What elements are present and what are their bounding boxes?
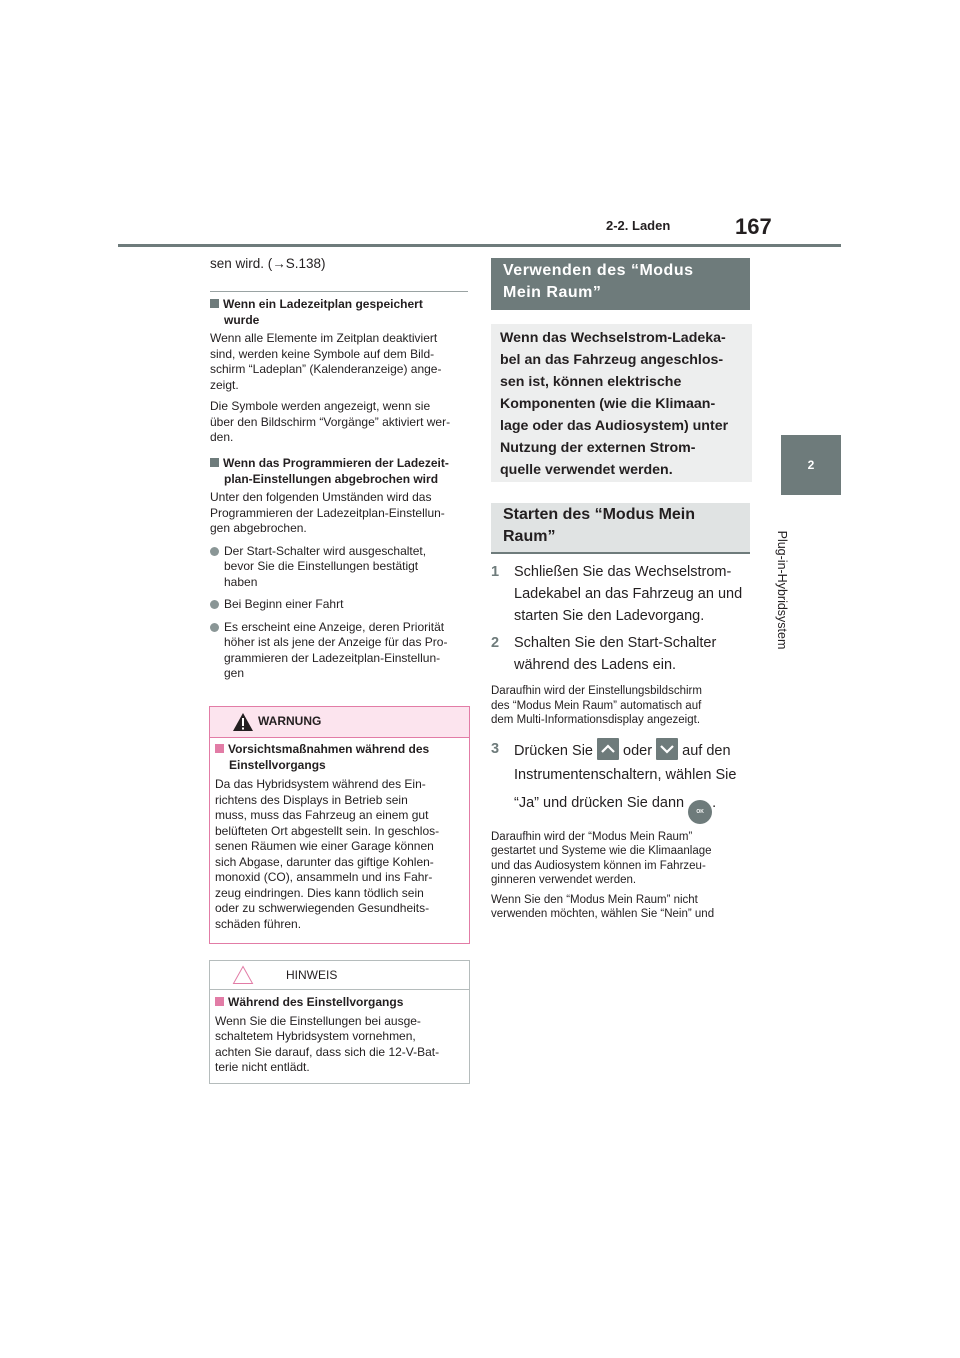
paragraph-line: Wenn alle Elemente im Zeitplan deaktiviert bbox=[210, 331, 438, 345]
page-number: 167 bbox=[735, 214, 772, 239]
section-heading: Wenn das Programmieren der Ladezeit- bbox=[210, 456, 472, 472]
section-title: 2-2. Laden bbox=[606, 218, 671, 233]
square-bullet-icon bbox=[215, 997, 224, 1006]
bullet-line: höher ist als jene der Anzeige für das Pro- bbox=[224, 635, 448, 649]
note-header bbox=[210, 961, 469, 990]
section-bar-title-line: Verwenden des “Modus bbox=[503, 262, 694, 279]
step-note-line: verwenden möchten, wählen Sie “Nein” und bbox=[491, 908, 715, 920]
subsection-title-line: Starten des “Modus Mein bbox=[503, 506, 696, 523]
info-line: Nutzung der externen Strom- bbox=[500, 440, 696, 456]
step-1 bbox=[491, 561, 756, 627]
bullet-item bbox=[210, 544, 472, 591]
step-note-line: Daraufhin wird der “Modus Mein Raum” bbox=[491, 830, 693, 843]
step-line: Drücken Sie oder auf den bbox=[514, 738, 756, 762]
bullet-item bbox=[210, 597, 472, 613]
info-box bbox=[491, 324, 752, 482]
step-line: starten Sie den Ladevorgang. bbox=[514, 608, 705, 624]
section-heading-cont: plan-Einstellungen abgebrochen wird bbox=[224, 471, 439, 486]
bullet-line: Es erscheint eine Anzeige, deren Priorität bbox=[224, 619, 445, 634]
bullet-item bbox=[210, 620, 472, 682]
step-note-line: gestartet und Systeme wie die Klimaanlage bbox=[491, 845, 712, 857]
warning-header bbox=[210, 707, 469, 738]
note-subheading: Während des Einstellvorgangs bbox=[215, 995, 464, 1011]
warning-subheading-cont: Einstellvorgangs bbox=[229, 757, 326, 772]
warning-line: monoxid (CO), ansammeln und ins Fahr- bbox=[215, 870, 433, 884]
chevron-up-icon bbox=[597, 738, 619, 760]
step-3 bbox=[491, 738, 756, 824]
step-line: Instrumentenschaltern, wählen Sie bbox=[514, 766, 737, 783]
note-triangle-icon bbox=[232, 965, 254, 985]
bullet-line: Bei Beginn einer Fahrt bbox=[224, 597, 344, 611]
step-note-line: dem Multi-Informationsdisplay angezeigt. bbox=[491, 714, 701, 726]
bullet-line: Der Start-Schalter wird ausgeschaltet, bbox=[224, 543, 427, 558]
round-bullet-icon bbox=[210, 547, 219, 556]
step-note-line: des “Modus Mein Raum” automatisch auf bbox=[491, 699, 702, 712]
square-bullet-icon bbox=[210, 299, 219, 308]
subsection-title-line: Raum” bbox=[503, 528, 556, 545]
warning-title: WARNUNG bbox=[258, 714, 322, 728]
paragraph-line: schirm “Ladeplan” (Kalenderanzeige) ange- bbox=[210, 362, 442, 376]
header-rule bbox=[118, 244, 841, 247]
warning-subheading: Vorsichtsmaßnahmen während des bbox=[215, 742, 464, 758]
step-number: 1 bbox=[491, 564, 500, 580]
warning-line: zeug eindringen. Dies kann tödlich sein bbox=[215, 885, 424, 900]
warning-box bbox=[209, 706, 470, 944]
step-note-line: Daraufhin wird der Einstellungsbildschirm bbox=[491, 685, 702, 697]
note-line: terie nicht entlädt. bbox=[215, 1060, 310, 1074]
round-bullet-icon bbox=[210, 600, 219, 609]
info-line: lage oder das Audiosystem) unter bbox=[500, 418, 729, 434]
chevron-down-icon bbox=[656, 738, 678, 760]
step-note-line: ginneren verwendet werden. bbox=[491, 874, 637, 886]
section-heading: Wenn ein Ladezeitplan gespeichert bbox=[210, 297, 468, 313]
warning-triangle-icon bbox=[232, 712, 254, 732]
bullet-line: haben bbox=[224, 574, 258, 589]
warning-line: oder zu schwerwiegenden Gesundheits- bbox=[215, 901, 430, 915]
paragraph-line: den. bbox=[210, 430, 234, 444]
paragraph-line: gen abgebrochen. bbox=[210, 521, 307, 535]
bullet-line: gen bbox=[224, 666, 245, 680]
step-note-line: und das Audiosystem können im Fahrzeu- bbox=[491, 859, 706, 872]
chapter-label-wrap bbox=[762, 510, 802, 670]
step-line: “Ja” und drücken Sie dann OK. bbox=[514, 792, 756, 824]
section-schedule-saved bbox=[210, 297, 468, 446]
step-2 bbox=[491, 632, 756, 676]
info-line: Komponenten (wie die Klimaan- bbox=[500, 396, 716, 412]
info-line: bel an das Fahrzeug angeschlos- bbox=[500, 352, 724, 368]
info-line: quelle verwendet werden. bbox=[500, 462, 673, 478]
ok-button-icon: OK bbox=[688, 800, 712, 824]
square-bullet-icon bbox=[210, 458, 219, 467]
warning-line: schäden führen. bbox=[215, 916, 302, 931]
warning-line: richtens des Displays in Betrieb sein bbox=[215, 792, 408, 807]
note-box bbox=[209, 960, 470, 1084]
section-divider bbox=[210, 291, 468, 292]
step-note-line: Wenn Sie den “Modus Mein Raum” nicht bbox=[491, 893, 698, 906]
chapter-number: 2 bbox=[807, 458, 815, 472]
step-number: 2 bbox=[491, 635, 500, 651]
note-line: Wenn Sie die Einstellungen bei ausge- bbox=[215, 1013, 421, 1028]
warning-line: belüfteten Ort abgestellt sein. In geschlos- bbox=[215, 823, 440, 838]
paragraph-line: Die Symbole werden angezeigt, wenn sie bbox=[210, 399, 431, 413]
step-number: 3 bbox=[491, 740, 500, 757]
warning-line: senen Räumen wie einer Garage können bbox=[215, 839, 434, 853]
step-line: Schalten Sie den Start-Schalter bbox=[514, 635, 717, 651]
paragraph-line: sind, werden keine Symbole auf dem Bild- bbox=[210, 346, 435, 361]
step-line: während des Ladens ein. bbox=[514, 657, 677, 673]
section-heading-cont: wurde bbox=[224, 312, 260, 327]
subsection-title bbox=[491, 503, 750, 554]
paragraph-line: über den Bildschirm “Vorgänge” aktiviert wer- bbox=[210, 414, 451, 429]
steps bbox=[491, 561, 756, 922]
info-line: Wenn das Wechselstrom-Ladeka- bbox=[500, 330, 726, 346]
section-bar-title bbox=[491, 258, 750, 310]
intro-text: sen wird. (→S.138) bbox=[210, 256, 326, 271]
section-bar-title-line: Mein Raum” bbox=[503, 284, 602, 301]
paragraph-line: Unter den folgenden Umständen wird das bbox=[210, 490, 432, 504]
warning-line: Da das Hybridsystem während des Ein- bbox=[215, 777, 426, 791]
note-line: schaltetem Hybridsystem vornehmen, bbox=[215, 1029, 416, 1043]
bullet-line: bevor Sie die Einstellungen bestätigt bbox=[224, 559, 419, 573]
section-programming-cancelled bbox=[210, 456, 472, 682]
paragraph-line: zeigt. bbox=[210, 377, 239, 392]
paragraph-line: Programmieren der Ladezeitplan-Einstellun- bbox=[210, 505, 445, 520]
info-line: sen ist, können elektrische bbox=[500, 374, 682, 390]
note-title: HINWEIS bbox=[286, 968, 338, 982]
round-bullet-icon bbox=[210, 623, 219, 632]
chapter-label: Plug-in-Hybridsystem bbox=[775, 530, 789, 650]
square-bullet-icon bbox=[215, 744, 224, 753]
bullet-line: grammieren der Ladezeitplan-Einstellun- bbox=[224, 650, 441, 665]
step-line: Schließen Sie das Wechselstrom- bbox=[514, 564, 732, 580]
note-line: achten Sie darauf, dass sich die 12-V-Bat- bbox=[215, 1044, 440, 1059]
warning-line: muss, muss das Fahrzeug an einem gut bbox=[215, 808, 429, 822]
step-line: Ladekabel an das Fahrzeug an und bbox=[514, 586, 743, 602]
warning-line: sich Abgase, darunter das giftige Kohlen- bbox=[215, 854, 434, 869]
